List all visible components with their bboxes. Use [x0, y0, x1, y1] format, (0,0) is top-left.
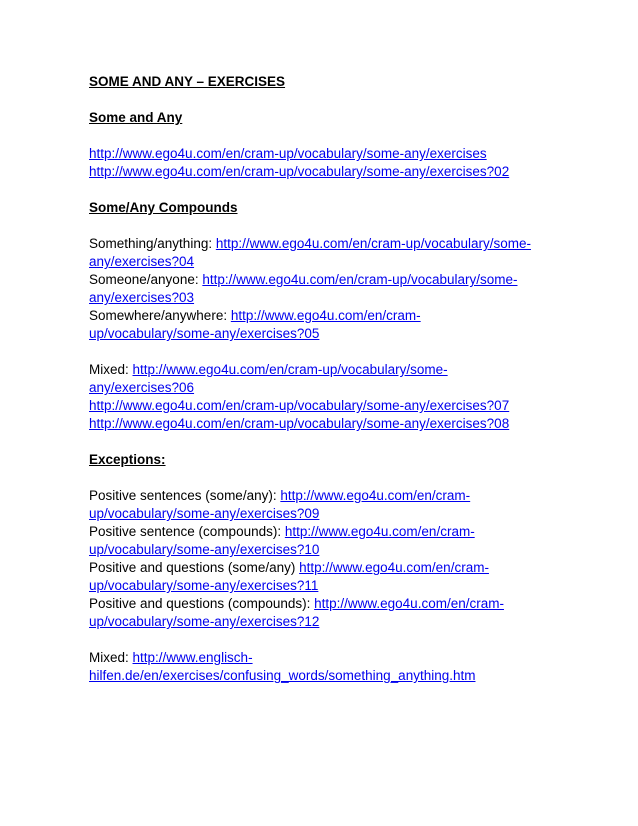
exception-item-positive-sentences — [89, 487, 559, 505]
exception-item-positive-sentence-compounds — [89, 523, 559, 541]
link-some-any-exercises[interactable]: http://www.ego4u.com/en/cram-up/vocabulary/some-any/exercises — [89, 146, 487, 161]
link-exercises-06-part1[interactable]: http://www.ego4u.com/en/cram-up/vocabulary/some- — [132, 362, 448, 377]
compound-mixed — [89, 361, 559, 379]
link-some-any-exercises-02[interactable]: http://www.ego4u.com/en/cram-up/vocabulary/some-any/exercises?02 — [89, 164, 510, 179]
page-title: SOME AND ANY – EXERCISES — [89, 74, 286, 89]
section-heading-compounds: Some/Any Compounds — [89, 200, 238, 215]
item-label: Something/anything: — [89, 236, 216, 251]
link-exercises-12-part1[interactable]: http://www.ego4u.com/en/cram- — [314, 596, 504, 611]
document-page — [89, 73, 559, 685]
link-exercises-07[interactable]: http://www.ego4u.com/en/cram-up/vocabulary/some-any/exercises?07 — [89, 398, 510, 413]
link-englisch-hilfen-part1[interactable]: http://www.englisch- — [132, 650, 253, 665]
link-exercises-11-part2[interactable]: up/vocabulary/some-any/exercises?11 — [89, 578, 319, 593]
compound-item-someone — [89, 271, 559, 289]
link-exercises-12-part2[interactable]: up/vocabulary/some-any/exercises?12 — [89, 614, 320, 629]
item-label: Positive and questions (compounds): — [89, 596, 315, 611]
link-exercises-10-part1[interactable]: http://www.ego4u.com/en/cram- — [284, 524, 475, 539]
link-exercises-10-part2[interactable]: up/vocabulary/some-any/exercises?10 — [89, 542, 320, 557]
exception-item-positive-questions — [89, 559, 559, 577]
link-exercises-04-part1[interactable]: http://www.ego4u.com/en/cram-up/vocabulary/some- — [215, 236, 531, 251]
section-heading-exceptions: Exceptions: — [89, 452, 166, 467]
link-exercises-06-part2[interactable]: any/exercises?06 — [89, 380, 195, 395]
link-exercises-08[interactable]: http://www.ego4u.com/en/cram-up/vocabulary/some-any/exercises?08 — [89, 416, 510, 431]
item-label: Somewhere/anywhere: — [89, 308, 231, 323]
item-label: Positive and questions (some/any) — [89, 560, 300, 575]
link-exercises-09-part2[interactable]: up/vocabulary/some-any/exercises?09 — [89, 506, 320, 521]
compound-item-something — [89, 235, 559, 253]
exception-item-positive-questions-compounds — [89, 595, 559, 613]
exceptions-mixed — [89, 649, 559, 667]
link-exercises-05-part2[interactable]: up/vocabulary/some-any/exercises?05 — [89, 326, 320, 341]
mixed-label: Mixed: — [89, 362, 133, 377]
compound-item-somewhere — [89, 307, 559, 325]
item-label: Positive sentence (compounds): — [89, 524, 285, 539]
section-heading-some-and-any: Some and Any — [89, 110, 183, 125]
link-exercises-09-part1[interactable]: http://www.ego4u.com/en/cram- — [280, 488, 471, 503]
link-exercises-11-part1[interactable]: http://www.ego4u.com/en/cram- — [299, 560, 489, 575]
link-exercises-04-part2[interactable]: any/exercises?04 — [89, 254, 195, 269]
link-exercises-05-part1[interactable]: http://www.ego4u.com/en/cram- — [230, 308, 421, 323]
link-exercises-03-part1[interactable]: http://www.ego4u.com/en/cram-up/vocabulary/some- — [202, 272, 518, 287]
mixed-label: Mixed: — [89, 650, 133, 665]
item-label: Someone/anyone: — [89, 272, 203, 287]
item-label: Positive sentences (some/any): — [89, 488, 281, 503]
link-englisch-hilfen-part2[interactable]: hilfen.de/en/exercises/confusing_words/something_anything.htm — [89, 668, 476, 683]
link-exercises-03-part2[interactable]: any/exercises?03 — [89, 290, 195, 305]
